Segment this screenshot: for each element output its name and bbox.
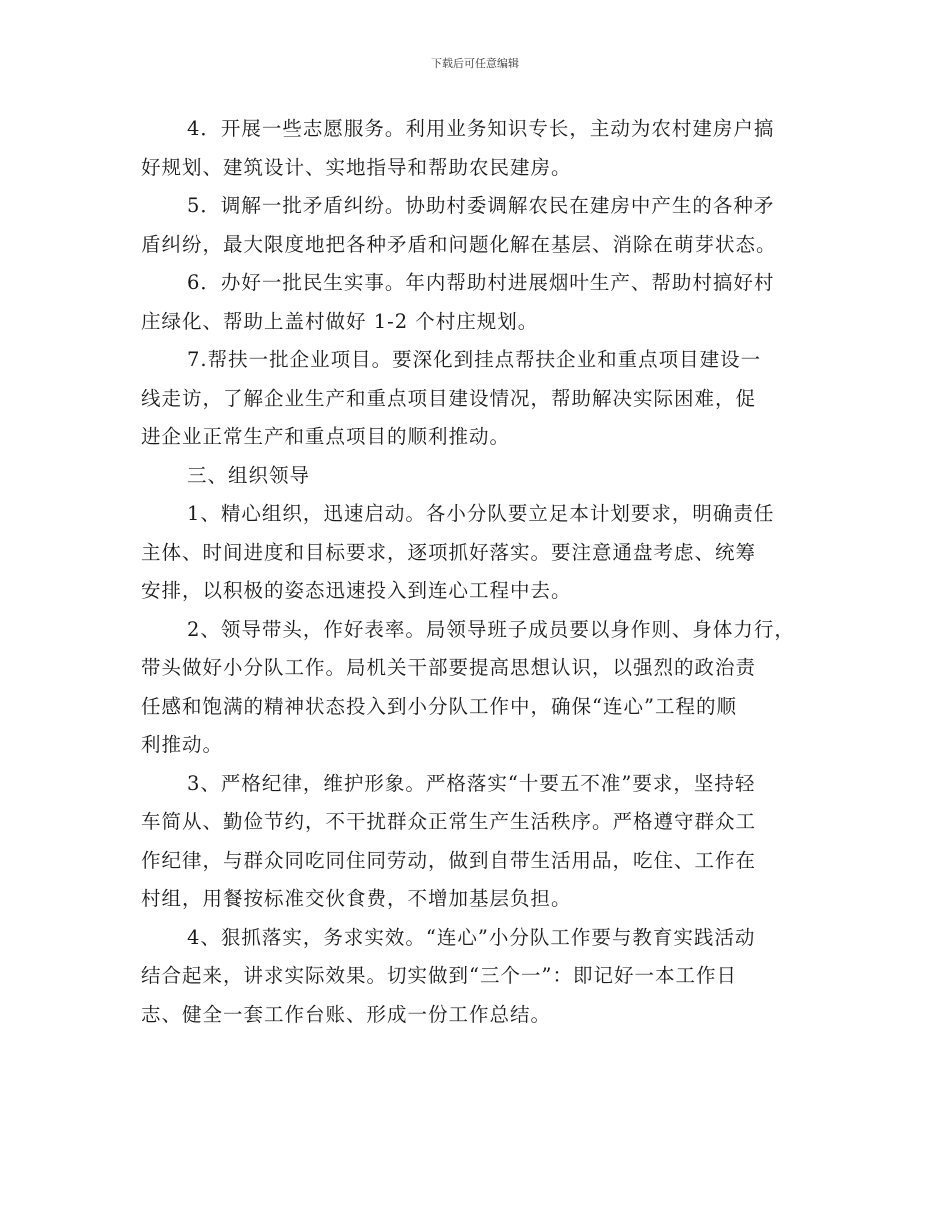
- text-line: 3、严格纪律，维护形象。严格落实“十要五不准”要求，坚持轻: [187, 771, 756, 795]
- paragraph-item-5: [141, 187, 821, 264]
- text-line: 作纪律，与群众同吃同住同劳动，做到自带生活用品，吃住、工作在: [141, 848, 757, 872]
- text-line: 进企业正常生产和重点项目的顺利推动。: [141, 425, 511, 448]
- paragraph-org-1: [141, 495, 821, 611]
- text-line: 庄绿化、帮助上盖村做好 1-2 个村庄规划。: [141, 309, 539, 333]
- paragraph-item-6: [141, 264, 821, 341]
- paragraph-item-7: [141, 341, 821, 457]
- text-line: 主体、时间进度和目标要求，逐项抓好落实。要注意通盘考虑、统筹: [141, 540, 757, 564]
- text-line: 志、健全一套工作台账、形成一份工作总结。: [141, 1002, 552, 1026]
- paragraph-item-4: [141, 110, 821, 187]
- text-line: 4．开展一些志愿服务。利用业务知识专长，主动为农村建房户搞: [187, 117, 775, 140]
- text-line: 7.帮扶一批企业项目。要深化到挂点帮扶企业和重点项目建设一: [187, 348, 762, 371]
- text-line: 6．办好一批民生实事。年内帮助村进展烟叶生产、帮助村搞好村: [187, 271, 775, 294]
- paragraph-org-3: [141, 765, 821, 919]
- text-line: 村组，用餐按标准交伙食费，不增加基层负担。: [141, 887, 572, 910]
- text-line: 安排，以积极的姿态迅速投入到连心工程中去。: [141, 579, 572, 602]
- text-line: 5．调解一批矛盾纠纷。协助村委调解农民在建房中产生的各种矛: [187, 194, 775, 217]
- document-body: [141, 110, 821, 1034]
- text-line: 任感和饱满的精神状态投入到小分队工作中，确保“连心”工程的顺: [141, 694, 737, 718]
- text-line: 线走访，了解企业生产和重点项目建设情况，帮助解决实际困难，促: [141, 386, 757, 410]
- page-header-note: 下载后可任意编辑: [431, 57, 519, 70]
- text-line: 2、领导带头，作好表率。局领导班子成员要以身作则、身体力行，: [187, 617, 795, 641]
- text-line: 车简从、勤俭节约，不干扰群众正常生产生活秩序。严格遵守群众工: [141, 810, 757, 833]
- text-line: 带头做好小分队工作。局机关干部要提高思想认识，以强烈的政治责: [141, 656, 757, 679]
- text-line: 利推动。: [141, 733, 224, 756]
- section-heading-text: 三、组织领导: [187, 463, 311, 487]
- text-line: 1、精心组织，迅速启动。各小分队要立足本计划要求，明确责任: [187, 502, 775, 525]
- text-line: 盾纠纷，最大限度地把各种矛盾和问题化解在基层、消除在萌芽状态。: [141, 232, 777, 256]
- text-line: 好规划、建筑设计、实地指导和帮助农民建房。: [141, 155, 572, 179]
- paragraph-org-2: [141, 611, 821, 765]
- text-line: 结合起来，讲求实际效果。切实做到“三个一”：即记好一本工作日: [141, 964, 737, 987]
- section-heading-organization: [141, 457, 821, 496]
- paragraph-org-4: [141, 919, 821, 1035]
- text-line: 4、狠抓落实，务求实效。“连心”小分队工作要与教育实践活动: [187, 925, 756, 949]
